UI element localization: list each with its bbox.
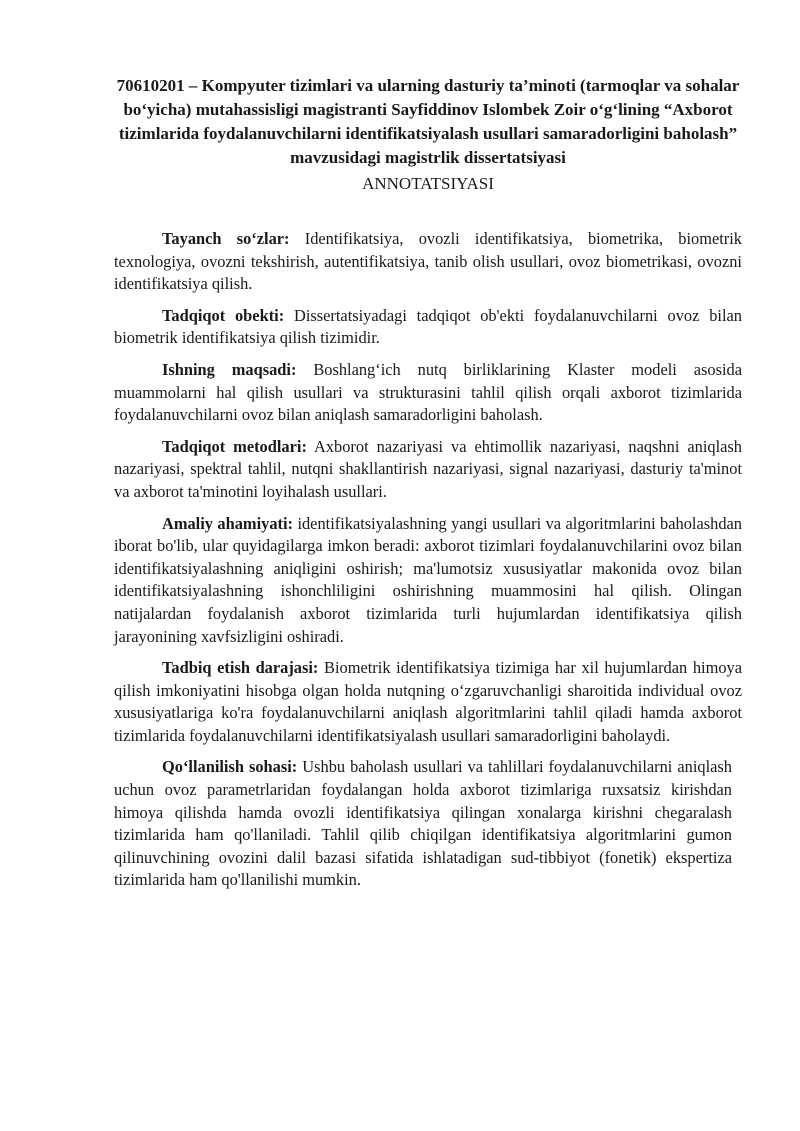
section-application-area <box>114 756 732 892</box>
document-subtitle: ANNOTATSIYASI <box>362 174 494 193</box>
section-implementation-level <box>114 657 742 747</box>
section-text: Boshlang‘ich nutq birliklarining Klaster modeli asosida muammolarni hal qilish usullari va strukturasini tahlil qilish orqali axborot tizimlarida foydalanuvchilarni ovoz bilan aniqlash samaradorligini baholash. <box>114 359 742 425</box>
section-label: Tadqiqot metodlari: <box>162 436 307 456</box>
section-label: Ishning maqsadi: <box>162 359 297 379</box>
section-text: Axborot nazariyasi va ehtimollik nazariyasi, naqshni aniqlash nazariyasi, spektral tahlil, nutqni shakllantirish nazariyasi, signal nazariyasi, dasturiy ta'minot va axborot ta'minotini loyihalash usullari. <box>114 436 742 501</box>
section-text: identifikatsiyalashning yangi usullari va algoritmlarini baholashdan iborat bo'lib, ular quyidagilarga imkon beradi: axborot tizimlari foydalanuvchilarini ovoz bilan identifikatsiyalashning aniqligini oshirish; ma'lumotsiz xususiyatlar makonida ovoz bilan identifikatsiyalashning ishonchliligini oshirishning muammosini hal qilish. Olingan natijalardan foydalanish axborot tizimlarida turli hujumlardan identifikatsiya qilish jarayonining xavfsizligini oshiradi. <box>114 513 742 646</box>
section-label: Tayanch so‘zlar: <box>162 229 290 248</box>
section-research-object <box>114 305 742 350</box>
document-title: 70610201 – Kompyuter tizimlari va ularning dasturiy ta’minoti (tarmoqlar va sohalar bo‘yicha) mutahassisligi magistranti Sayfiddinov Islombek Zoir o‘g‘lining “Axborot tizimlarida foydalanuvchilarni identifikatsiyalash usullari samaradorligini baholash” mavzusidagi magistrlik dissertatsiyasi <box>116 76 740 167</box>
section-goal <box>114 359 742 427</box>
section-label: Amaliy ahamiyati: <box>162 513 293 533</box>
document-page <box>114 74 742 901</box>
document-body <box>114 228 742 892</box>
section-keywords <box>114 228 742 296</box>
section-text: Dissertatsiyadagi tadqiqot ob'ekti foydalanuvchilarni ovoz bilan biometrik identifikatsiya qilish tizimidir. <box>114 305 742 348</box>
section-label: Tadbiq etish darajasi: <box>162 658 319 678</box>
section-text: Identifikatsiya, ovozli identifikatsiya, biometrika, biometrik texnologiya, ovozni tekshirish, autentifikatsiya, tanib olish usullari, ovoz biometrikasi, ovozni identifikatsiya qilish. <box>114 229 742 294</box>
section-methods <box>114 436 742 504</box>
section-practical-significance <box>114 513 742 649</box>
section-text: Biometrik identifikatsiya tizimiga har xil hujumlardan himoya qilish imkoniyatini hisobga olgan holda nutqning o‘zgaruvchanligi sharoitida individual ovoz xususiyatlariga ko'ra foydalanuvchilarni aniqlash algoritmlarini tahlil qiladi hamda axborot tizimlarida foydalanuvchilarni identifikatsiyalash usullari samaradorligini baholaydi. <box>114 658 743 745</box>
section-text: Ushbu baholash usullari va tahlillari foydalanuvchilarni aniqlash uchun ovoz parametrlaridan foydalangan holda axborot tizimlariga ruxsatsiz kirishdan himoya qilishda hamda ovozli identifikatsiya qilingan xonalarga kirishni chegaralash tizimlarida ham qo'llaniladi. Tahlil qilib chiqilgan identifikatsiya algoritmlarini gumon qilinuvchining ovozini dalil bazasi sifatida ishlatadigan sud-tibbiyot (fonetik) ekspertiza tizimlarida ham qo'llanilishi mumkin. <box>114 757 732 890</box>
section-label: Tadqiqot obekti: <box>162 305 285 325</box>
section-label: Qo‘llanilish sohasi: <box>162 757 298 777</box>
